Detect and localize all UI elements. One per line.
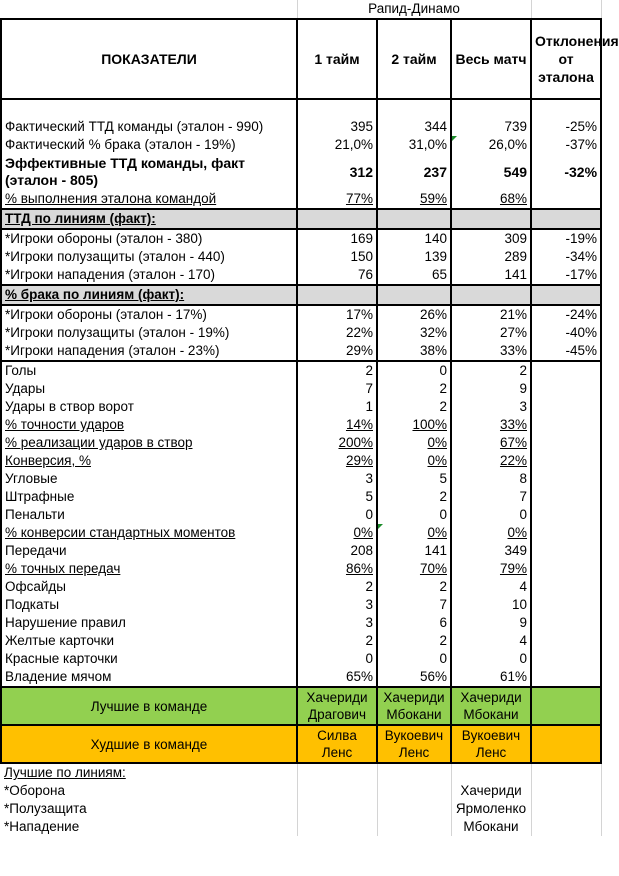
half1-value: 2 <box>297 361 377 380</box>
half1-value: 0 <box>297 650 377 668</box>
deviation-value <box>531 434 601 452</box>
stat-label: % конверсии стандартных моментов <box>1 524 297 542</box>
stat-label: Пенальти <box>1 506 297 524</box>
full-value: 22% <box>451 452 531 470</box>
deviation-value: -34% <box>531 248 601 266</box>
stat-row <box>1 506 601 524</box>
half2-value: 32% <box>377 324 451 342</box>
half1-value: 76 <box>297 266 377 285</box>
best-line-row <box>1 818 601 836</box>
worst-half1: Силва Ленс <box>297 725 377 763</box>
match-title: Рапид-Динамо <box>297 0 531 19</box>
empty-cell <box>531 782 601 800</box>
half1-value: 3 <box>297 596 377 614</box>
deviation-value <box>531 542 601 560</box>
full-value: 33% <box>451 416 531 434</box>
deviation-value <box>531 614 601 632</box>
stat-label: Удары <box>1 380 297 398</box>
half2-value: 6 <box>377 614 451 632</box>
spacer-cell <box>1 99 297 118</box>
line-row <box>1 324 601 342</box>
half1-value: 150 <box>297 248 377 266</box>
half1-value: 65% <box>297 668 377 687</box>
half1-value: 3 <box>297 470 377 488</box>
half2-value: 344 <box>377 118 451 136</box>
full-value: 141 <box>451 266 531 285</box>
full-value: 26,0% <box>451 136 531 154</box>
deviation-value <box>531 524 601 542</box>
half2-value: 139 <box>377 248 451 266</box>
line-label: *Игроки нападения (эталон - 23%) <box>1 342 297 361</box>
stat-row <box>1 524 601 542</box>
stat-row <box>1 434 601 452</box>
indicator-label: Эффективные ТТД команды, факт (эталон - 805) <box>1 154 297 190</box>
header-full: Весь матч <box>451 19 531 99</box>
full-value: 0 <box>451 650 531 668</box>
stat-row <box>1 578 601 596</box>
full-value: 61% <box>451 668 531 687</box>
half2-value: 2 <box>377 632 451 650</box>
spacer-cell <box>531 99 601 118</box>
indicator-label: Фактический % брака (эталон - 19%) <box>1 136 297 154</box>
deviation-value <box>531 578 601 596</box>
half1-value: 29% <box>297 452 377 470</box>
indicator-row <box>1 190 601 209</box>
full-value: 349 <box>451 542 531 560</box>
half2-value: 2 <box>377 380 451 398</box>
section-title-row <box>1 285 601 305</box>
best-half2: Хачериди Мбокани <box>377 687 451 725</box>
half1-value: 14% <box>297 416 377 434</box>
half2-value: 2 <box>377 488 451 506</box>
stat-row <box>1 632 601 650</box>
stat-row <box>1 380 601 398</box>
spacer-cell <box>451 99 531 118</box>
half2-value: 237 <box>377 154 451 190</box>
half2-value: 100% <box>377 416 451 434</box>
half2-value: 65 <box>377 266 451 285</box>
full-value: 9 <box>451 380 531 398</box>
best-row <box>1 687 601 725</box>
line-row <box>1 229 601 248</box>
stat-row <box>1 560 601 578</box>
stat-label: Нарушение правил <box>1 614 297 632</box>
full-value: 4 <box>451 578 531 596</box>
half2-value: 5 <box>377 470 451 488</box>
full-value: 2 <box>451 361 531 380</box>
spacer-cell <box>377 99 451 118</box>
stat-label: % точных передач <box>1 560 297 578</box>
deviation-value <box>531 398 601 416</box>
worst-label: Худшие в команде <box>1 725 297 763</box>
full-value: 309 <box>451 229 531 248</box>
indicator-label: Фактический ТТД команды (эталон - 990) <box>1 118 297 136</box>
half1-value: 312 <box>297 154 377 190</box>
stat-label: Штрафные <box>1 488 297 506</box>
half2-value: 38% <box>377 342 451 361</box>
full-value: 79% <box>451 560 531 578</box>
line-label: *Игроки полузащиты (эталон - 440) <box>1 248 297 266</box>
full-value: 21% <box>451 305 531 324</box>
deviation-value: -19% <box>531 229 601 248</box>
stat-row <box>1 361 601 380</box>
half2-value: 141 <box>377 542 451 560</box>
stat-row <box>1 542 601 560</box>
deviation-value <box>531 452 601 470</box>
header-half2: 2 тайм <box>377 19 451 99</box>
spacer-cell <box>297 99 377 118</box>
full-value: 4 <box>451 632 531 650</box>
half1-value: 1 <box>297 398 377 416</box>
empty-cell <box>377 782 451 800</box>
half1-value: 0 <box>297 506 377 524</box>
section-title: ТТД по линиям (факт): <box>1 209 297 229</box>
match-title-row <box>1 0 601 19</box>
best-lines-title-row <box>1 763 601 782</box>
indicator-row <box>1 154 601 190</box>
stat-row <box>1 596 601 614</box>
empty-cell <box>531 818 601 836</box>
deviation-value <box>531 416 601 434</box>
line-label: *Игроки полузащиты (эталон - 19%) <box>1 324 297 342</box>
half2-value: 140 <box>377 229 451 248</box>
deviation-value <box>531 506 601 524</box>
half2-value: 0% <box>377 434 451 452</box>
empty-cell <box>297 782 377 800</box>
stat-row <box>1 416 601 434</box>
stat-label: Красные карточки <box>1 650 297 668</box>
best-line-row <box>1 800 601 818</box>
line-row <box>1 342 601 361</box>
line-row <box>1 248 601 266</box>
empty-cell <box>297 763 377 782</box>
half1-value: 86% <box>297 560 377 578</box>
indicator-row <box>1 118 601 136</box>
half1-value: 17% <box>297 305 377 324</box>
worst-half2: Вукоевич Ленс <box>377 725 451 763</box>
line-label: *Игроки обороны (эталон - 380) <box>1 229 297 248</box>
empty-cell <box>531 800 601 818</box>
half2-value: 26% <box>377 305 451 324</box>
empty-cell <box>377 763 451 782</box>
stat-label: Офсайды <box>1 578 297 596</box>
best-line-row <box>1 782 601 800</box>
stat-row <box>1 398 601 416</box>
section-title-cell <box>297 285 377 305</box>
stat-label: % точности ударов <box>1 416 297 434</box>
section-title-cell <box>377 209 451 229</box>
header-deviation: Отклонения от эталона <box>531 19 601 99</box>
deviation-value <box>531 632 601 650</box>
full-value: 3 <box>451 398 531 416</box>
section-title-cell <box>297 209 377 229</box>
deviation-value: -24% <box>531 305 601 324</box>
half2-value: 0% <box>377 452 451 470</box>
stat-label: Желтые карточки <box>1 632 297 650</box>
half2-value: 56% <box>377 668 451 687</box>
indicator-row <box>1 136 601 154</box>
stat-label: Удары в створ ворот <box>1 398 297 416</box>
full-value: 68% <box>451 190 531 209</box>
best-line-label: *Нападение <box>1 818 297 836</box>
half2-value: 0 <box>377 361 451 380</box>
section-title-cell <box>451 209 531 229</box>
best-line-player: Мбокани <box>451 818 531 836</box>
deviation-value: -25% <box>531 118 601 136</box>
half2-value: 2 <box>377 578 451 596</box>
section-title-row <box>1 209 601 229</box>
half2-value: 0 <box>377 506 451 524</box>
deviation-value <box>531 596 601 614</box>
stat-label: Передачи <box>1 542 297 560</box>
full-value: 549 <box>451 154 531 190</box>
half1-value: 169 <box>297 229 377 248</box>
header-half1: 1 тайм <box>297 19 377 99</box>
full-value: 0% <box>451 524 531 542</box>
half1-value: 3 <box>297 614 377 632</box>
half1-value: 22% <box>297 324 377 342</box>
worst-full: Вукоевич Ленс <box>451 725 531 763</box>
deviation-value: -45% <box>531 342 601 361</box>
empty-cell <box>377 818 451 836</box>
half1-value: 7 <box>297 380 377 398</box>
worst-deviation <box>531 725 601 763</box>
full-value: 7 <box>451 488 531 506</box>
full-value: 27% <box>451 324 531 342</box>
stat-row <box>1 470 601 488</box>
half2-value: 7 <box>377 596 451 614</box>
full-value: 9 <box>451 614 531 632</box>
half1-value: 208 <box>297 542 377 560</box>
best-line-player: Хачериди <box>451 782 531 800</box>
stat-row <box>1 668 601 687</box>
half1-value: 21,0% <box>297 136 377 154</box>
half1-value: 2 <box>297 632 377 650</box>
line-label: *Игроки нападения (эталон - 170) <box>1 266 297 285</box>
empty-cell <box>451 763 531 782</box>
deviation-value: -17% <box>531 266 601 285</box>
deviation-value: -32% <box>531 154 601 190</box>
stat-label: Конверсия, % <box>1 452 297 470</box>
half1-value: 5 <box>297 488 377 506</box>
half2-value: 0% <box>377 524 451 542</box>
full-value: 33% <box>451 342 531 361</box>
header-indicators: ПОКАЗАТЕЛИ <box>1 19 297 99</box>
deviation-value <box>531 650 601 668</box>
half1-value: 77% <box>297 190 377 209</box>
best-full: Хачериди Мбокани <box>451 687 531 725</box>
half1-value: 395 <box>297 118 377 136</box>
half2-value: 2 <box>377 398 451 416</box>
full-value: 289 <box>451 248 531 266</box>
indicator-label: % выполнения эталона командой <box>1 190 297 209</box>
stat-row <box>1 452 601 470</box>
deviation-value: -37% <box>531 136 601 154</box>
section-title: % брака по линиям (факт): <box>1 285 297 305</box>
best-half1: Хачериди Драгович <box>297 687 377 725</box>
full-value: 67% <box>451 434 531 452</box>
full-value: 10 <box>451 596 531 614</box>
stat-label: Голы <box>1 361 297 380</box>
empty-cell <box>297 800 377 818</box>
deviation-value <box>531 380 601 398</box>
section-title-cell <box>377 285 451 305</box>
stat-label: Владение мячом <box>1 668 297 687</box>
spacer-row <box>1 99 601 118</box>
line-row <box>1 305 601 324</box>
half2-value: 0 <box>377 650 451 668</box>
deviation-value <box>531 560 601 578</box>
section-title-cell <box>451 285 531 305</box>
best-line-label: *Оборона <box>1 782 297 800</box>
deviation-value: -40% <box>531 324 601 342</box>
empty-cell <box>377 800 451 818</box>
half2-value: 59% <box>377 190 451 209</box>
best-line-label: *Полузащита <box>1 800 297 818</box>
full-value: 8 <box>451 470 531 488</box>
full-value: 0 <box>451 506 531 524</box>
worst-row <box>1 725 601 763</box>
stat-row <box>1 650 601 668</box>
stat-label: Подкаты <box>1 596 297 614</box>
best-label: Лучшие в команде <box>1 687 297 725</box>
deviation-value <box>531 190 601 209</box>
empty-cell <box>297 818 377 836</box>
section-title-cell <box>531 285 601 305</box>
half1-value: 2 <box>297 578 377 596</box>
stat-label: % реализации ударов в створ <box>1 434 297 452</box>
deviation-value <box>531 488 601 506</box>
half1-value: 29% <box>297 342 377 361</box>
half2-value: 31,0% <box>377 136 451 154</box>
best-line-player: Ярмоленко <box>451 800 531 818</box>
stat-label: Угловые <box>1 470 297 488</box>
best-deviation <box>531 687 601 725</box>
stat-row <box>1 614 601 632</box>
half1-value: 200% <box>297 434 377 452</box>
full-value: 739 <box>451 118 531 136</box>
best-lines-title: Лучшие по линиям: <box>1 763 297 782</box>
half2-value: 70% <box>377 560 451 578</box>
header-row <box>1 19 601 99</box>
empty-cell <box>531 763 601 782</box>
stat-row <box>1 488 601 506</box>
deviation-value <box>531 470 601 488</box>
deviation-value <box>531 668 601 687</box>
half1-value: 0% <box>297 524 377 542</box>
deviation-value <box>531 361 601 380</box>
line-row <box>1 266 601 285</box>
line-label: *Игроки обороны (эталон - 17%) <box>1 305 297 324</box>
section-title-cell <box>531 209 601 229</box>
